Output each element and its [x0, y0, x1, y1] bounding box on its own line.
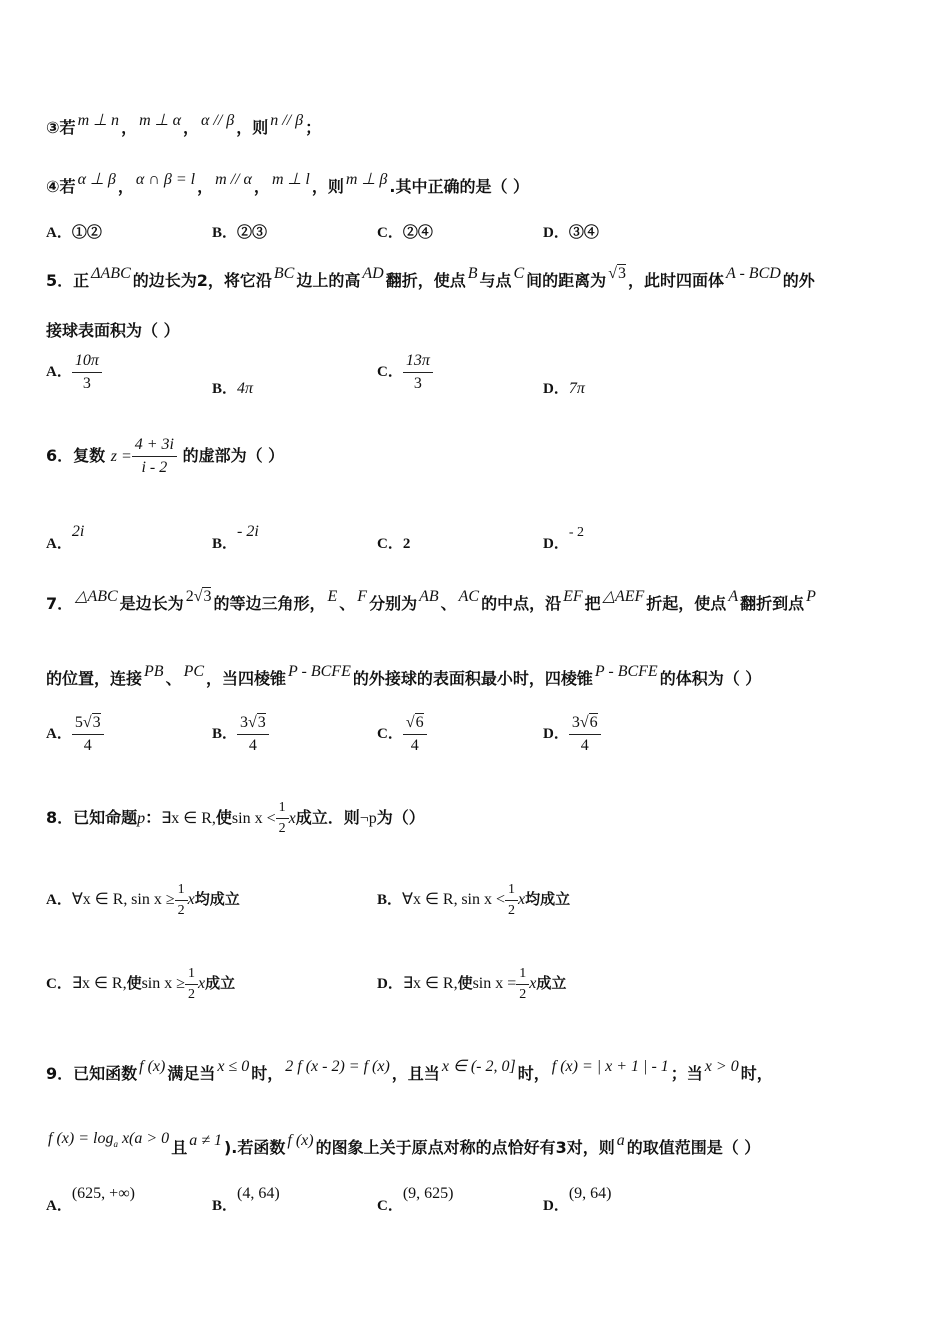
q9-option-d[interactable]: D．(9, 64) — [543, 1185, 612, 1214]
q7-stem: 7． △ABC 是边长为 2√3 的等边三角形， E 、 F 分别为 AB 、 AC 的中点，沿 EF 把 △AEF 折起，使点 A 翻折到点 P — [46, 588, 816, 613]
q6-stem: 6．复数 z = $\frac{4 + 3i}{i - 2}$ 的虚部为（ ） — [46, 436, 285, 476]
q6-option-a[interactable]: A．2i — [46, 523, 85, 552]
q6-option-d[interactable]: D．- 2 — [543, 525, 585, 552]
q7-option-b[interactable]: B． $\frac{3√3}{4}$ — [212, 714, 269, 755]
q6-option-c[interactable]: C．2 — [377, 536, 411, 552]
q4-statement-4: ④若 α ⊥ β ， α ∩ β = l ， m // α ， m ⊥ l ，则 m ⊥ β .其中正确的是（ ） — [46, 171, 530, 196]
q7-option-c[interactable]: C． $\frac{√6}{4}$ — [377, 714, 427, 755]
q5-option-c[interactable]: C． $\frac{13\pi}{3}$ — [377, 352, 433, 393]
q7-stem-line2: 的位置，连接 PB 、 PC ，当四棱锥 P - BCFE 的外接球的表面积最小时，四棱锥 P - BCFE 的体积为（ ） — [46, 663, 762, 688]
q7-option-d[interactable]: D． $\frac{3√6}{4}$ — [543, 714, 601, 755]
q9-option-a[interactable]: A．(625, +∞) — [46, 1185, 135, 1214]
q4-option-b[interactable]: B．②③ — [212, 225, 268, 241]
q4-statement-3: ③若 m ⊥ n ， m ⊥ α ， α // β ，则 n // β ； — [46, 112, 322, 137]
q5-stem: 5．正 ΔABC 的边长为2，将它沿 BC 边上的高 AD 翻折，使点 B 与点 C 间的距离为 √3 ，此时四面体 A - BCD 的外 — [46, 265, 815, 290]
q5-stem-line2: 接球表面积为（ ） — [46, 321, 180, 340]
q9-stem-line2: f $(x) = \log_a x(a > 0$ 且 a ≠ 1 ).若函数 f (x) 的图象上关于原点对称的点恰好有3对，则 a 的取值范围是（ ） — [48, 1130, 761, 1157]
q9-option-b[interactable]: B．(4, 64) — [212, 1185, 280, 1214]
q8-option-a[interactable]: A．∀x ∈ R, sin x ≥ $\frac{1}{2}$ x均成立 — [46, 882, 240, 918]
q9-option-c[interactable]: C．(9, 625) — [377, 1185, 454, 1214]
q9-stem: 9．已知函数 f (x) 满足当 x ≤ 0 时， 2 f (x - 2) = f (x) ，且当 x ∈ (- 2, 0] 时， f (x) = | x + 1 | - 1 ；当 x > 0 时， — [46, 1058, 773, 1083]
q8-option-d[interactable]: D．∃x ∈ R,使sin x = $\frac{1}{2}$ x成立 — [377, 966, 567, 1002]
q8-option-c[interactable]: C．∃x ∈ R,使sin x ≥ $\frac{1}{2}$ x成立 — [46, 966, 236, 1002]
q5-option-b[interactable]: B．4π — [212, 380, 254, 397]
q8-option-b[interactable]: B．∀x ∈ R, sin x < $\frac{1}{2}$ x均成立 — [377, 882, 571, 918]
q8-stem: 8．已知命题p：∃x ∈ R,使sin x < $\frac{1}{2}$ x成立．则¬p为（） — [46, 800, 425, 836]
q5-option-a[interactable]: A． $\frac{10\pi}{3}$ — [46, 352, 102, 393]
q5-option-d[interactable]: D．7π — [543, 380, 585, 397]
q4-option-d[interactable]: D．③④ — [543, 225, 599, 241]
q4-option-c[interactable]: C．②④ — [377, 225, 433, 241]
q4-option-a[interactable]: A．①② — [46, 225, 102, 241]
q7-option-a[interactable]: A． $\frac{5√3}{4}$ — [46, 714, 104, 755]
q6-option-b[interactable]: B．- 2i — [212, 523, 259, 552]
